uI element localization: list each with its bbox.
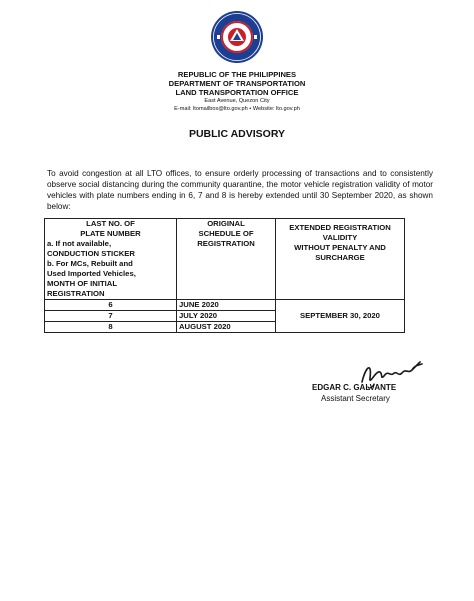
header-line: VALIDITY [322,233,358,242]
table-row [45,300,405,311]
document-title: PUBLIC ADVISORY [188,128,286,140]
table-header-row [45,219,405,300]
header-line: EXTENDED REGISTRATION [289,223,391,232]
header-line: REGISTRATION [197,239,255,248]
header-plate-number [45,219,177,300]
note-line: MONTH OF INITIAL [47,279,118,288]
header-original-schedule [177,219,276,300]
extended-date: SEPTEMBER 30, 2020 [276,300,405,333]
header-line: PLATE NUMBER [80,229,141,238]
plate-digit: 6 [45,300,177,311]
note-line: REGISTRATION [47,289,105,298]
header-line: SURCHARGE [315,253,365,262]
note-line: CONDUCTION STICKER [47,249,135,258]
header-line: LAST NO. OF [86,219,135,228]
plate-digit: 7 [45,311,177,322]
office-contact: E-mail: ltomailbox@lto.gov.ph • Website: lto.gov.ph [174,106,300,112]
department-line: DEPARTMENT OF TRANSPORTATION [168,79,306,88]
country-line: REPUBLIC OF THE PHILIPPINES [177,70,297,79]
schedule-month: JULY 2020 [177,311,276,322]
schedule-month: AUGUST 2020 [177,322,276,333]
registration-schedule-table [44,218,405,333]
advisory-body: To avoid congestion at all LTO offices, to ensure orderly processing of transactions and to consistently observe social distancing during the community quarantine, the motor vehicle registration validity of motor vehicles with plate numbers ending in 6, 7 and 8 is hereby extended until 30 September 2020, as shown below: [47,169,433,211]
header-extended-validity [276,219,405,300]
lto-seal-logo [210,10,264,64]
signatory-position: Assistant Secretary [321,394,390,403]
header-line: SCHEDULE OF [198,229,254,238]
note-line: b. For MCs, Rebuilt and [47,259,133,268]
header-line: ORIGINAL [207,219,245,228]
schedule-month: JUNE 2020 [177,300,276,311]
office-line: LAND TRANSPORTATION OFFICE [175,88,299,97]
header-line: WITHOUT PENALTY AND [294,243,386,252]
signatory-name: EDGAR C. GALVANTE [312,383,397,392]
plate-digit: 8 [45,322,177,333]
note-line: a. If not available, [47,239,112,248]
office-address: East Avenue, Quezon City [204,98,270,104]
note-line: Used Imported Vehicles, [47,269,136,278]
